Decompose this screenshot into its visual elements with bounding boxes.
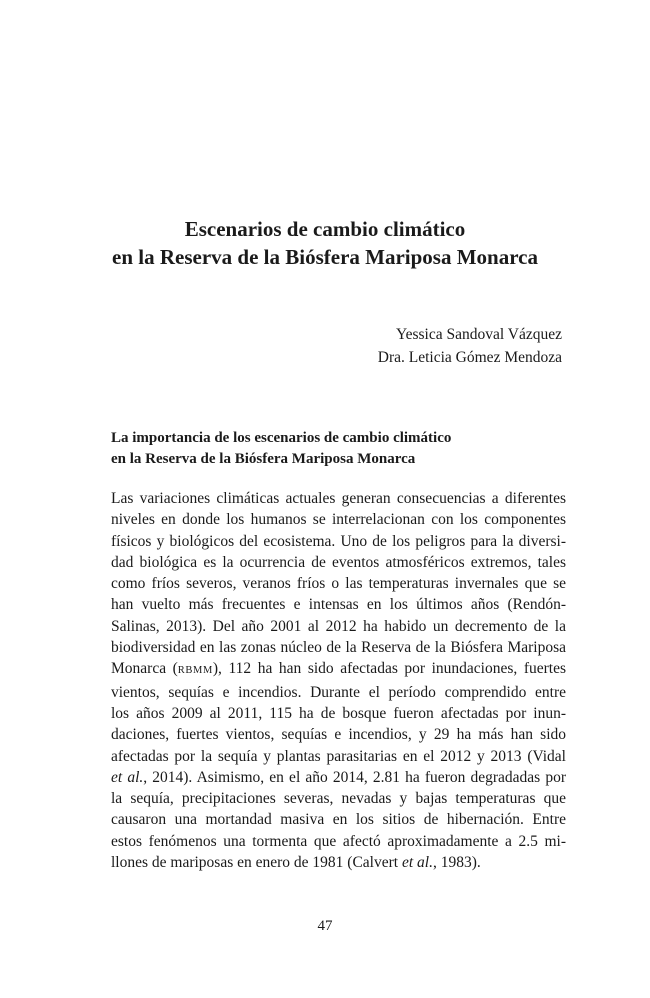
text-line: como fríos severos, veranos fríos o las temperaturas invernales que se — [111, 575, 566, 593]
text-line — [111, 852, 566, 873]
text-line — [111, 658, 566, 681]
section-heading-line-1: La importancia de los escenarios de cambio climático — [111, 430, 452, 446]
chapter-title — [0, 215, 650, 271]
author-name: Dra. Leticia Gómez Mendoza — [377, 349, 562, 366]
text-line: dad biológica es la ocurrencia de eventos atmosféricos extremos, tales — [111, 553, 566, 571]
abbreviation: RBMM — [177, 665, 213, 677]
text-line: causaron una mortandad masiva en los sitios de hibernación. Entre — [111, 811, 566, 829]
section-heading — [111, 428, 551, 470]
text-line: Salinas, 2013). Del año 2001 al 2012 ha habido un decremento de la — [111, 617, 566, 635]
citation-italic: et al. — [401, 854, 433, 872]
text-line: han vuelto más frecuentes e intensas en los últimos años (Rendón- — [111, 596, 566, 614]
text-line: físicos y biológicos del ecosistema. Uno de los peligros para la diversi- — [111, 532, 566, 550]
text-line: Las variaciones climáticas actuales generan consecuencias a diferentes — [111, 490, 566, 507]
chapter-title-line-2: en la Reserva de la Biósfera Mariposa Monarca — [112, 245, 538, 269]
authors-block — [378, 323, 562, 369]
text-segment: , 2014). Asimismo, en el año 2014, 2.81 ha fueron degradadas por — [143, 768, 566, 786]
section-heading-line-2: en la Reserva de la Biósfera Mariposa Monarca — [111, 451, 416, 467]
text-line: biodiversidad en las zonas núcleo de la Reserva de la Biósfera Mariposa — [111, 639, 566, 657]
text-segment: llones de mariposas en enero de 1981 (Calvert — [111, 854, 402, 872]
text-line: niveles en donde los humanos se interrelacionan con los componentes — [111, 511, 566, 529]
text-line: la sequía, precipitaciones severas, nevadas y bajas temperaturas que — [111, 790, 566, 808]
chapter-title-line-1: Escenarios de cambio climático — [184, 217, 466, 241]
text-line: afectadas por la sequía y plantas parasitarias en el 2012 y 2013 (Vidal — [111, 747, 566, 765]
text-segment: ), 112 ha han sido afectadas por inundaciones, fuertes — [212, 660, 566, 678]
author-name: Yessica Sandoval Vázquez — [395, 326, 562, 343]
text-line: daciones, fuertes vientos, sequías e incendios, y 29 ha más han sido — [111, 726, 566, 744]
page-number: 47 — [317, 918, 333, 934]
text-segment: Monarca ( — [111, 660, 178, 678]
body-paragraph — [111, 488, 566, 873]
text-line: los años 2009 al 2011, 115 ha de bosque fueron afectadas por inun- — [111, 704, 566, 722]
text-line: vientos, sequías e incendios. Durante el período comprendido entre — [111, 683, 566, 701]
text-segment: , 1983). — [432, 854, 481, 872]
citation-italic: et al. — [111, 768, 144, 786]
text-line: estos fenómenos una tormenta que afectó aproximadamente a 2.5 mi- — [111, 832, 566, 850]
text-line — [111, 767, 566, 788]
